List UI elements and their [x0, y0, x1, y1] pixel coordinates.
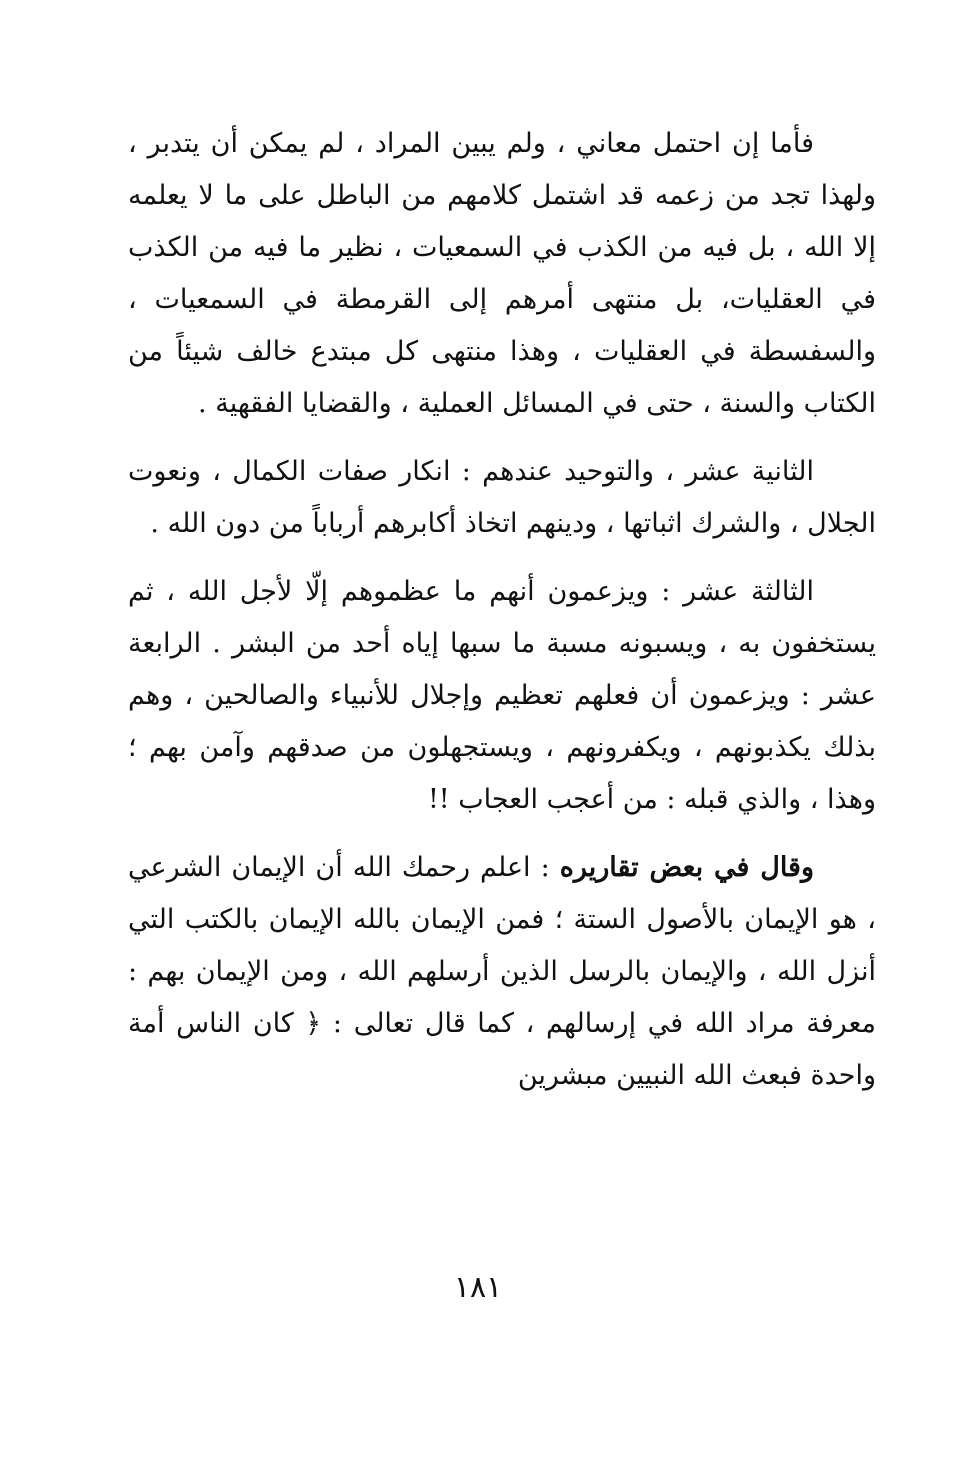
paragraph-4-lead: وقال في بعض تقاريره — [559, 852, 814, 883]
paragraph-1 — [128, 118, 876, 430]
paragraph-2 — [128, 446, 876, 550]
page-body — [128, 118, 876, 1118]
paragraph-3 — [128, 566, 876, 826]
page-number: ١٨١ — [453, 1270, 503, 1305]
paragraph-2-text: الثانية عشر ، والتوحيد عندهم : انكار صفات الكمال ، ونعوت الجلال ، والشرك اثباتها ، ودينهم اتخاذ أكابرهم أرباباً من دون الله . — [128, 456, 876, 539]
paragraph-1-text: فأما إن احتمل معاني ، ولم يبين المراد ، لم يمكن أن يتدبر ، ولهذا تجد من زعمه قد اشتمل كلامهم من الباطل على ما لا يعلمه إلا الله ، بل فيه من الكذب في السمعيات ، نظير ما فيه من الكذب في العقليات، بل منتهى أمرهم إلى القرمطة في السمعيات ، والسفسطة في العقليات ، وهذا منتهى كل مبتدع خالف شيئاً من الكتاب والسنة ، حتى في المسائل العملية ، والقضايا الفقهية . — [128, 128, 876, 419]
paragraph-4-text: : اعلم رحمك الله أن الإيمان الشرعي ، هو الإيمان بالأصول الستة ؛ فمن الإيمان بالله الإيمان بالكتب التي أنزل الله ، والإيمان بالرسل الذين أرسلهم الله ، ومن الإيمان بهم : معرفة مراد الله في إرسالهم ، كما قال تعالى : ﴿ كان الناس أمة واحدة فبعث الله النبيين مبشرين — [128, 852, 876, 1091]
paragraph-4 — [128, 842, 876, 1102]
paragraph-3-text: الثالثة عشر : ويزعمون أنهم ما عظموهم إلّا لأجل الله ، ثم يستخفون به ، ويسبونه مسبة ما سبها إياه أحد من البشر . الرابعة عشر : ويزعمون أن فعلهم تعظيم وإجلال للأنبياء والصالحين ، وهم بذلك يكذبونهم ، ويكفرونهم ، ويستجهلون من صدقهم وآمن بهم ؛ وهذا ، والذي قبله : من أعجب العجاب !! — [128, 576, 876, 815]
